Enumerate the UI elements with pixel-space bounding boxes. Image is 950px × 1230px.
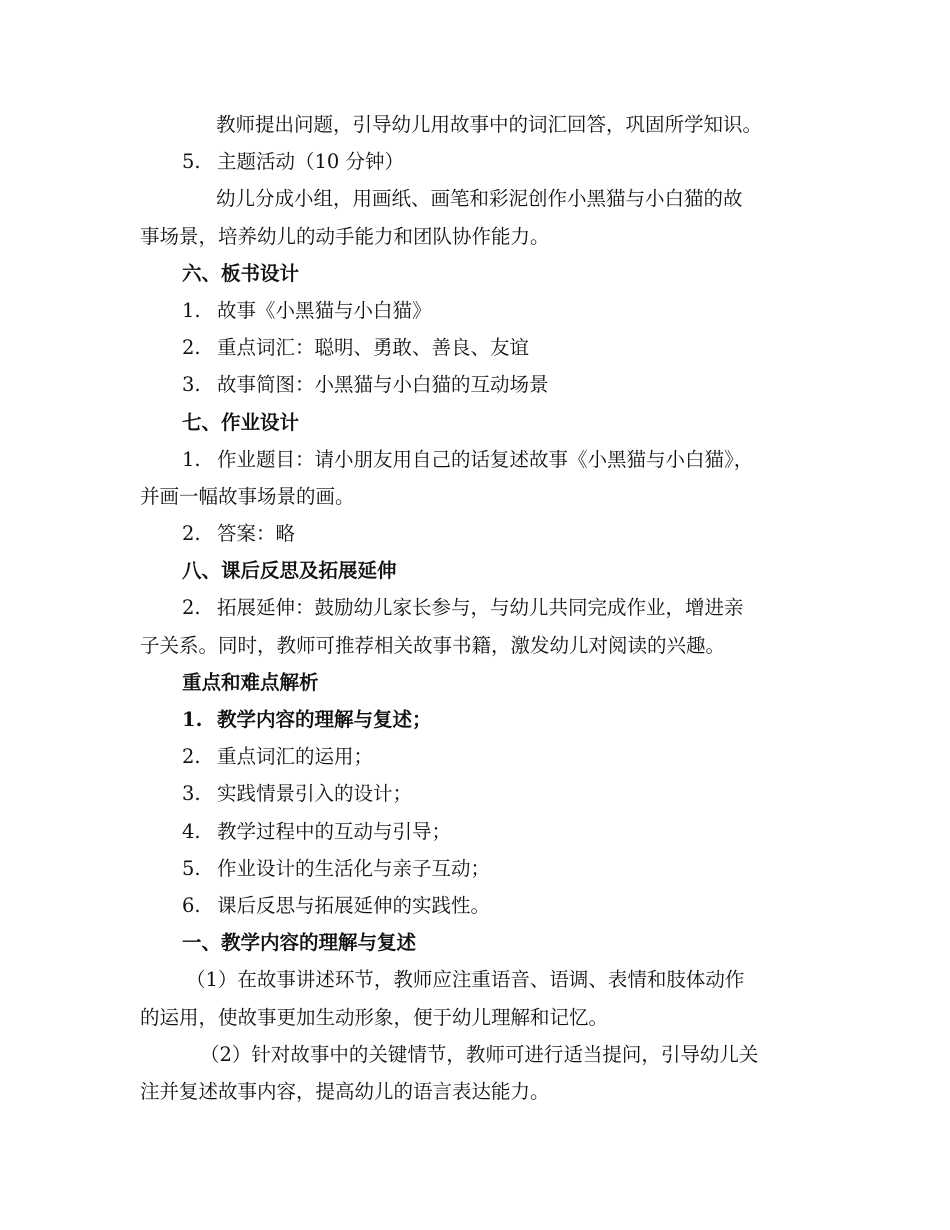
paragraph-line: 并画一幅故事场景的画。 [140, 484, 355, 508]
list-item-text: 拓展延伸：鼓励幼儿家长参与，与幼儿共同完成作业，增进亲 [217, 596, 744, 620]
section-heading: 七、作业设计 [182, 410, 300, 434]
list-item [0, 515, 950, 552]
paragraph-line: 注并复述故事内容，提高幼儿的语言表达能力。 [140, 1079, 550, 1103]
list-number: 5. [182, 856, 201, 880]
list-item-text: 答案：略 [217, 522, 296, 546]
list-item-text: 主题活动（10 分钟） [217, 150, 405, 174]
list-item-text: 课后反思与拓展延伸的实践性。 [217, 893, 491, 917]
list-item [0, 775, 950, 812]
list-item [0, 738, 950, 775]
section-heading: 六、板书设计 [182, 261, 300, 285]
list-item [0, 329, 950, 366]
paragraph-line: 事场景，培养幼儿的动手能力和团队协作能力。 [140, 224, 550, 248]
list-number: 4. [182, 819, 201, 843]
list-number: 2. [182, 745, 201, 769]
list-item [0, 813, 950, 850]
list-item-text: 作业题目：请小朋友用自己的话复述故事《小黑猫与小白猫》， [217, 447, 754, 471]
paragraph-line: 幼儿分成小组，用画纸、画笔和彩泥创作小黑猫与小白猫的故 [216, 187, 743, 211]
list-item-text: 故事简图：小黑猫与小白猫的互动场景 [217, 373, 549, 397]
list-number: 3. [182, 782, 201, 806]
list-item [0, 143, 950, 180]
section-heading: 八、课后反思及拓展延伸 [182, 559, 397, 583]
section-heading: 一、教学内容的理解与复述 [182, 931, 417, 955]
list-item-text: 重点词汇：聪明、勇敢、善良、友谊 [217, 336, 530, 360]
list-item-text: 实践情景引入的设计； [217, 782, 413, 806]
list-item [0, 589, 950, 626]
list-item [0, 887, 950, 924]
list-number: 2. [182, 336, 201, 360]
list-number: 6. [182, 893, 201, 917]
list-item-text: 教学过程中的互动与引导； [217, 819, 452, 843]
list-item [0, 701, 950, 738]
paragraph-line: 子关系。同时，教师可推荐相关故事书籍，激发幼儿对阅读的兴趣。 [140, 633, 726, 657]
list-number: 2. [182, 522, 201, 546]
list-number: 1. [182, 447, 201, 471]
list-number: 1. [182, 708, 203, 731]
document-body [0, 106, 950, 1110]
paragraph-line: （1）在故事讲述环节，教师应注重语音、语调、表情和肢体动作 [186, 968, 745, 992]
list-number: 3. [182, 373, 201, 397]
list-item [0, 366, 950, 403]
paragraph-line: 教师提出问题，引导幼儿用故事中的词汇回答，巩固所学知识。 [216, 113, 763, 136]
list-item-text: 故事《小黑猫与小白猫》 [217, 298, 432, 322]
list-number: 5. [182, 150, 201, 174]
list-item-text: 作业设计的生活化与亲子互动； [217, 856, 491, 880]
list-number: 1. [182, 298, 201, 322]
paragraph-line: 的运用，使故事更加生动形象，便于幼儿理解和记忆。 [140, 1005, 609, 1029]
paragraph-line: （2）针对故事中的关键情节，教师可进行适当提问，引导幼儿关 [200, 1042, 759, 1066]
list-item-text: 教学内容的理解与复述； [217, 708, 432, 731]
list-item-text: 重点词汇的运用； [217, 745, 374, 769]
list-item [0, 850, 950, 887]
list-item [0, 292, 950, 329]
list-number: 2. [182, 596, 201, 620]
list-item [0, 441, 950, 478]
section-heading: 重点和难点解析 [182, 670, 319, 694]
